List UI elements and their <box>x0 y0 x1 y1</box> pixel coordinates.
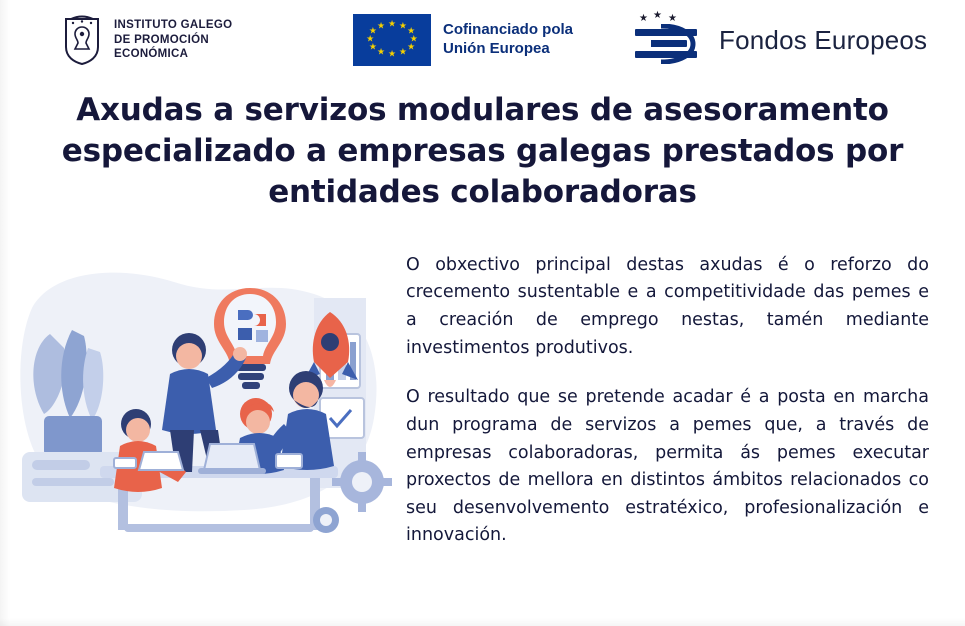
eu-line-1: Cofinanciado pola <box>443 21 574 39</box>
page-title: Axudas a servizos modulares de asesoramento especializado a empresas galegas prestados por entidades colaboradoras <box>61 92 904 211</box>
logo-bar <box>0 0 965 72</box>
eu-line-2: Unión Europea <box>443 40 550 57</box>
paper-edge-bottom <box>0 618 965 626</box>
galicia-coat-of-arms-icon <box>60 13 104 67</box>
igape-logo-text <box>114 18 232 62</box>
fondos-europeos-label: Fondos Europeos <box>719 24 928 55</box>
paragraph-1: O obxectivo principal destas axudas é o reforzo do crecemento sustentable e a competitividade das pemes e a creación de emprego nestas, tamén mediante investimentos produtivos. <box>406 254 929 358</box>
content-area <box>0 238 965 550</box>
eu-logo-text <box>443 21 573 59</box>
fondos-europeos-logo-icon <box>631 12 705 68</box>
igape-line-1: INSTITUTO GALEGO <box>114 18 233 31</box>
eu-cofinancing-logo <box>353 14 573 66</box>
fondos-europeos-logo <box>631 12 927 68</box>
igape-logo <box>60 13 275 67</box>
eu-flag-icon: ★ ★ ★ ★ ★ ★ ★ ★ ★ ★ ★ ★ <box>353 14 431 66</box>
paragraph-2: O resultado que se pretende acadar é a posta en marcha dun programa de servizos a pemes que, a través de empresas colaboradoras, permita ás pemes executar proxectos de mellora en distintos ámbitos relacionados co seu desenvolvemento estratéxico, profesionalización e innovación. <box>406 387 929 546</box>
igape-line-2: DE PROMOCIÓN <box>114 33 209 46</box>
team-illustration-graphic <box>14 238 406 538</box>
fondos-stars-icon: ★ ★ ★ <box>639 10 677 24</box>
igape-line-3: ECONÓMICA <box>114 48 189 61</box>
team-illustration <box>14 238 406 538</box>
body-text <box>406 238 935 550</box>
